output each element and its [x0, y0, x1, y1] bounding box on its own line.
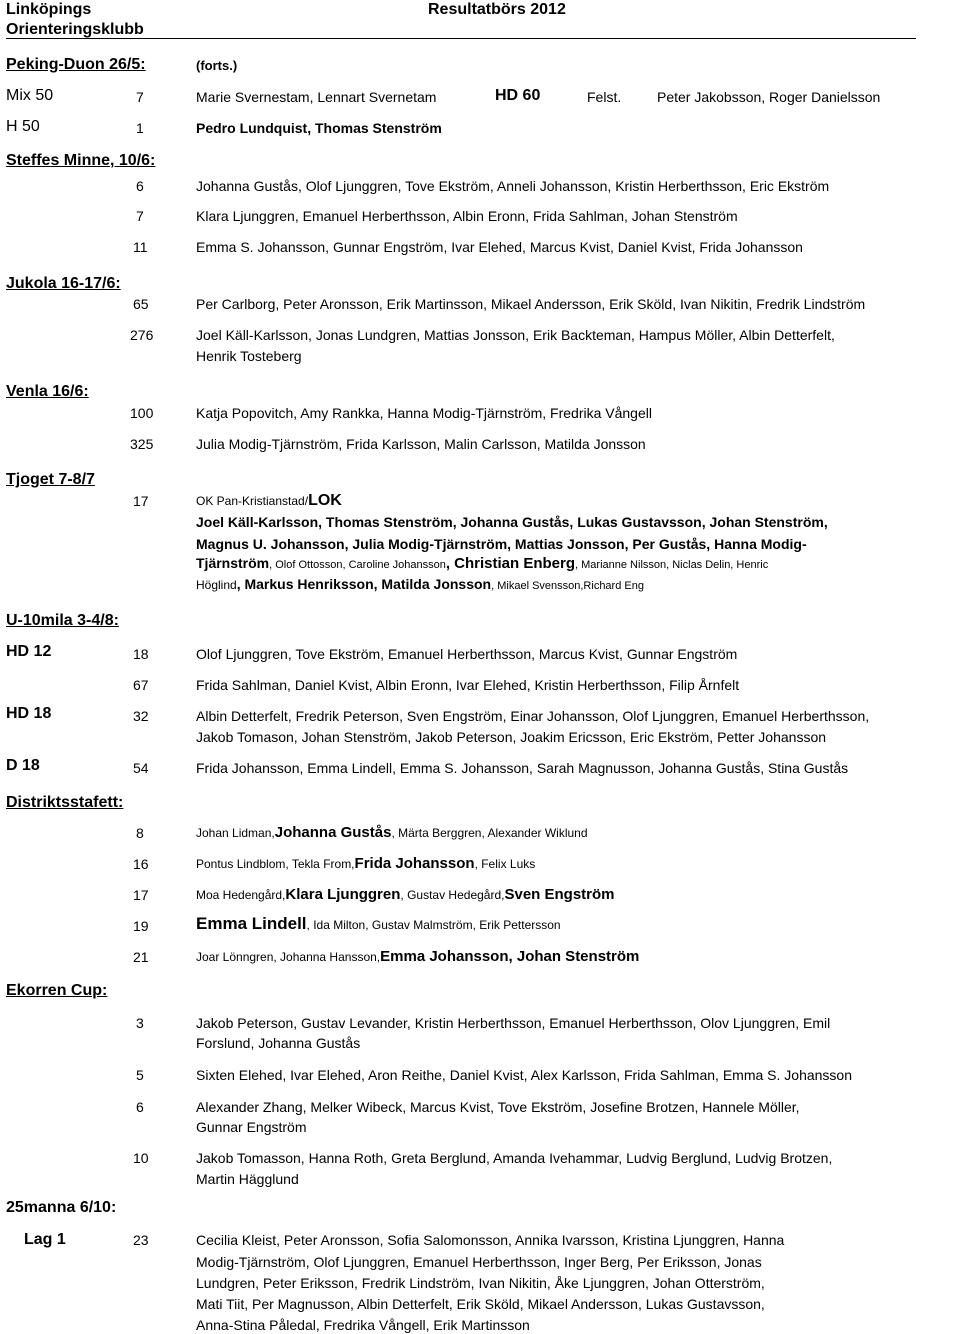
section-heading-u10mila: U-10mila 3-4/8: [6, 612, 119, 629]
section-heading-distriktsstafett: Distriktsstafett: [6, 794, 124, 811]
result-names: Martin Hägglund [196, 1171, 299, 1187]
place-number: 18 [133, 646, 149, 662]
result-names: Albin Detterfelt, Fredrik Peterson, Sven Engström, Einar Johansson, Olof Ljunggren, Emanuel Herberthsson, [196, 708, 870, 724]
runner-name-bold: Johanna Gustås [274, 824, 392, 841]
team-label: Lag 1 [24, 1231, 66, 1248]
result-names: Johanna Gustås, Olof Ljunggren, Tove Ekström, Anneli Johansson, Kristin Herberthsson, Eric Ekström [196, 178, 830, 194]
result-names: Jakob Tomason, Johan Stenström, Jakob Peterson, Joakim Ericsson, Eric Ekström, Petter Johansson [196, 729, 827, 745]
runner-names-small: , Felix Luks [474, 857, 536, 871]
place-number: 7 [136, 208, 144, 224]
place-number: 21 [133, 949, 149, 965]
result-names: Klara Ljunggren, Emanuel Herberthsson, Albin Eronn, Frida Sahlman, Johan Stenström [196, 208, 738, 224]
runner-name-bold: , Christian Enberg [445, 555, 576, 572]
result-names: Modig-Tjärnström, Olof Ljunggren, Emanuel Herberthsson, Inger Berg, Per Eriksson, Jonas [196, 1254, 762, 1270]
result-names [196, 854, 535, 873]
section-heading-venla: Venla 16/6: [6, 383, 89, 400]
place-number: 17 [133, 887, 149, 903]
team-name [196, 491, 342, 510]
class-label: D 18 [6, 757, 40, 774]
runner-name: Höglind [196, 578, 237, 592]
section-heading-ekorren: Ekorren Cup: [6, 982, 108, 999]
place-number: 5 [136, 1067, 144, 1083]
section-heading-peking: Peking-Duon 26/5: [6, 56, 146, 73]
place-number: 6 [136, 178, 144, 194]
runner-name-bold: Frida Johansson [354, 855, 475, 872]
club-name-line2: Orienteringsklubb [6, 21, 144, 38]
runner-name-bold: Emma Lindell [196, 914, 307, 933]
result-names: Sixten Elehed, Ivar Elehed, Aron Reithe, Daniel Kvist, Alex Karlsson, Frida Sahlman, Emma S. Johansson [196, 1067, 852, 1083]
class-label: HD 18 [6, 705, 52, 722]
place-number: 17 [133, 493, 149, 509]
place-number: 1 [136, 120, 144, 136]
team-name-suffix: LOK [308, 492, 342, 509]
place-number: 19 [133, 918, 149, 934]
result-names: Peter Jakobsson, Roger Danielsson [657, 89, 881, 105]
team-name-prefix: OK Pan-Kristianstad/ [196, 494, 309, 508]
result-names: Julia Modig-Tjärnström, Frida Karlsson, Malin Carlsson, Matilda Jonsson [196, 436, 646, 452]
runner-names-small: , Ida Milton, Gustav Malmström, Erik Pettersson [306, 918, 561, 932]
runner-names-small: Moa Hedengård, [196, 888, 286, 902]
result-names: Joel Käll-Karlsson, Jonas Lundgren, Mattias Jonsson, Erik Backteman, Hampus Möller, Albin Detterfelt, [196, 327, 835, 343]
result-names: Alexander Zhang, Melker Wibeck, Marcus Kvist, Tove Ekström, Josefine Brotzen, Hannele Möller, [196, 1099, 800, 1115]
runner-name-bold: Tjärnström [196, 555, 270, 571]
result-names [196, 915, 561, 934]
section-heading-steffes: Steffes Minne, 10/6: [6, 152, 156, 169]
runner-names-small: , Märta Berggren, Alexander Wiklund [391, 826, 588, 840]
runner-names-small: Pontus Lindblom, Tekla From, [196, 857, 355, 871]
result-names: Frida Johansson, Emma Lindell, Emma S. Johansson, Sarah Magnusson, Johanna Gustås, Stina Gustås [196, 760, 849, 776]
result-names: Emma S. Johansson, Gunnar Engström, Ivar Elehed, Marcus Kvist, Daniel Kvist, Frida Johansson [196, 239, 803, 255]
place-number: 6 [136, 1099, 144, 1115]
class-label: H 50 [6, 118, 40, 135]
result-names [196, 885, 615, 904]
result-names [196, 823, 588, 842]
result-names: Anna-Stina Påledal, Fredrika Vångell, Erik Martinsson [196, 1317, 530, 1333]
result-names: Mati Tiit, Per Magnusson, Albin Detterfelt, Erik Sköld, Mikael Andersson, Lukas Gustavsson, [196, 1296, 765, 1312]
place-label: Felst. [587, 89, 622, 105]
runner-name-bold: Sven Engström [504, 886, 615, 903]
place-number: 10 [133, 1150, 149, 1166]
result-names: Lundgren, Peter Eriksson, Fredrik Lindström, Ivan Nikitin, Åke Ljunggren, Johan Otterström, [196, 1275, 765, 1291]
class-label: Mix 50 [6, 87, 54, 104]
place-number: 8 [136, 825, 144, 841]
tjoget-line [196, 554, 768, 574]
tjoget-line [196, 575, 644, 595]
runner-names-small: Joar Lönngren, Johanna Hansson, [196, 950, 381, 964]
section-heading-jukola: Jukola 16-17/6: [6, 275, 121, 292]
class-label: HD 12 [6, 643, 52, 660]
section-heading-tjoget: Tjoget 7-8/7 [6, 471, 95, 488]
header-rule [6, 38, 916, 39]
runner-names-small: , Marianne Nilsson, Niclas Delin, Henric [575, 559, 769, 571]
place-number: 16 [133, 856, 149, 872]
runner-names-small: , Olof Ottosson, Caroline Johansson [269, 559, 446, 571]
runner-name-bold: Emma Johansson, Johan Stenström [380, 948, 640, 965]
class-label: HD 60 [495, 87, 541, 104]
place-number: 100 [130, 405, 154, 421]
place-number: 54 [133, 760, 149, 776]
place-number: 67 [133, 677, 149, 693]
result-names: Cecilia Kleist, Peter Aronsson, Sofia Salomonsson, Annika Ivarsson, Kristina Ljunggren, Hanna [196, 1232, 785, 1248]
club-name-line1: Linköpings [6, 1, 92, 18]
result-names: Frida Sahlman, Daniel Kvist, Albin Eronn, Ivar Elehed, Kristin Herberthsson, Filip Årnfelt [196, 677, 740, 693]
continued-note: (forts.) [196, 58, 238, 73]
place-number: 325 [130, 436, 154, 452]
result-names: Per Carlborg, Peter Aronsson, Erik Martinsson, Mikael Andersson, Erik Sköld, Ivan Nikitin, Fredrik Lindström [196, 296, 866, 312]
place-number: 7 [136, 89, 144, 105]
result-names: Olof Ljunggren, Tove Ekström, Emanuel Herberthsson, Marcus Kvist, Gunnar Engström [196, 646, 738, 662]
page-title: Resultatbörs 2012 [428, 1, 566, 18]
runner-name-bold: , Markus Henriksson, Matilda Jonsson [236, 576, 492, 592]
place-number: 276 [130, 327, 154, 343]
result-names: Gunnar Engström [196, 1119, 307, 1135]
place-number: 65 [133, 296, 149, 312]
runner-name-bold: Klara Ljunggren [285, 886, 401, 903]
result-names: Henrik Tosteberg [196, 348, 302, 364]
result-names: Jakob Tomasson, Hanna Roth, Greta Berglund, Amanda Ivehammar, Ludvig Berglund, Ludvig Brotzen, [196, 1150, 833, 1166]
place-number: 32 [133, 708, 149, 724]
result-names: Jakob Peterson, Gustav Levander, Kristin Herberthsson, Emanuel Herberthsson, Olov Ljunggren, Emil [196, 1015, 831, 1031]
runner-names-small: Johan Lidman, [196, 826, 275, 840]
tjoget-line: Magnus U. Johansson, Julia Modig-Tjärnström, Mattias Jonsson, Per Gustås, Hanna Modig- [196, 536, 807, 552]
tjoget-line: Joel Käll-Karlsson, Thomas Stenström, Johanna Gustås, Lukas Gustavsson, Johan Stenström, [196, 514, 828, 530]
place-number: 3 [136, 1015, 144, 1031]
place-number: 23 [133, 1232, 149, 1248]
result-names: Forslund, Johanna Gustås [196, 1035, 361, 1051]
runner-names-small: , Gustav Hedegård, [400, 888, 505, 902]
result-names: Pedro Lundquist, Thomas Stenström [196, 120, 442, 136]
result-names [196, 947, 639, 966]
section-heading-25manna: 25manna 6/10: [6, 1199, 117, 1216]
result-names: Katja Popovitch, Amy Rankka, Hanna Modig-Tjärnström, Fredrika Vångell [196, 405, 652, 421]
result-names: Marie Svernestam, Lennart Svernetam [196, 89, 437, 105]
runner-names-small: , Mikael Svensson,Richard Eng [491, 580, 644, 592]
place-number: 11 [133, 239, 148, 255]
